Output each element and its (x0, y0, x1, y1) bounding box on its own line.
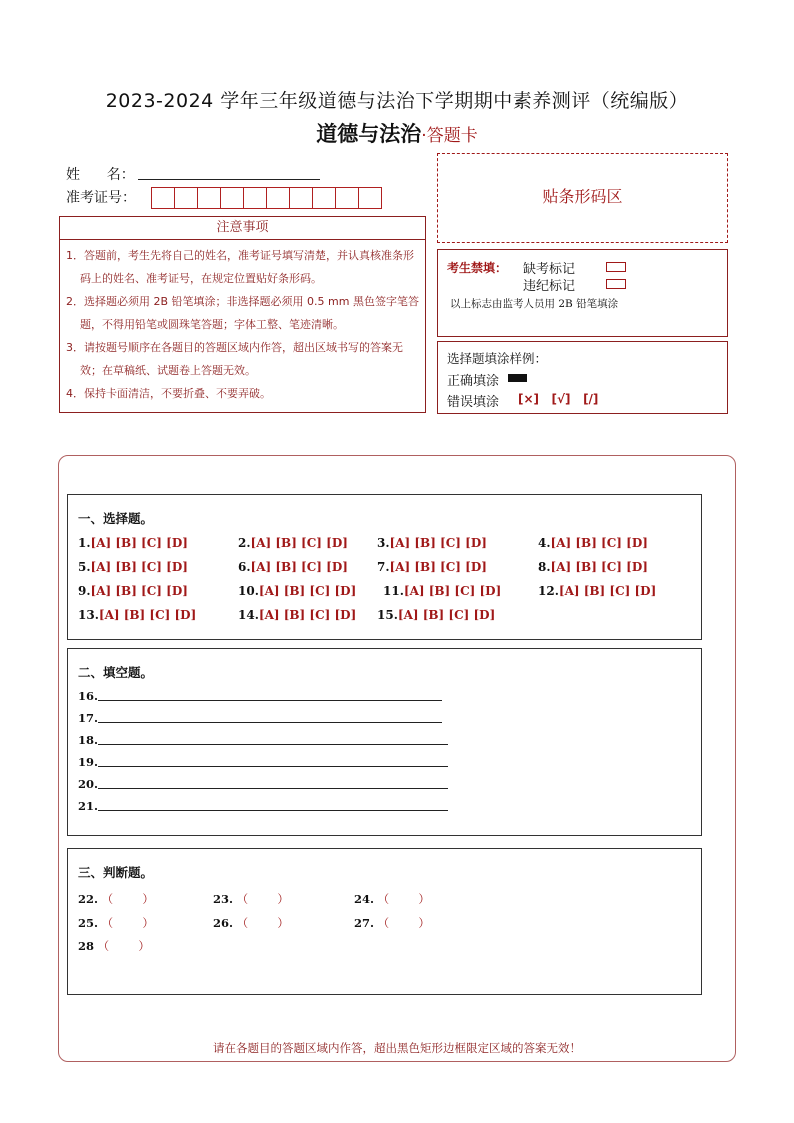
answer-parentheses[interactable]: （ ） (94, 939, 150, 953)
answer-options[interactable]: [A] [B] [C] [D] (550, 536, 648, 550)
proctor-marks-box (437, 249, 728, 337)
question-number: 23. (213, 892, 234, 906)
notice-item: 3．请按题号顺序在各题目的答题区域内作答，超出区域书写的答案无效；在草稿纸、试题卷上答题无效。 (66, 341, 403, 377)
answer-options[interactable]: [A] [B] [C] [D] (258, 584, 357, 598)
answer-line[interactable] (98, 744, 448, 745)
choice-question-5[interactable] (78, 560, 188, 574)
question-number: 1. (78, 536, 91, 550)
subject-title (0, 118, 794, 148)
notice-item: 2．选择题必须用 2B 铅笔填涂；非选择题必须用 0.5 mm 黑色签字笔答题，不得用铅笔或圆珠笔答题；字体工整、笔迹清晰。 (66, 295, 419, 331)
judgment-question-24 (354, 891, 430, 907)
question-number: 24. (354, 892, 375, 906)
violation-mark-label: 违纪标记 (523, 279, 576, 294)
question-number: 7. (377, 560, 390, 574)
blank-question-19 (78, 755, 448, 769)
question-number: 28 (78, 939, 95, 953)
proctor-only-label: 考生禁填： (447, 261, 508, 275)
notice-item: 1．答题前，考生先将自己的姓名，准考证号填写清楚，并认真核准条形码上的姓名、准考证号，在规定位置贴好条形码。 (66, 249, 414, 285)
absent-mark-label: 缺考标记 (523, 262, 576, 277)
multiple-choice-section (67, 494, 702, 640)
answer-options[interactable]: [A] [B] [C] [D] (558, 584, 657, 598)
correct-fill-sample (508, 374, 527, 382)
section-title: 一、选择题。 (78, 511, 154, 526)
choice-question-6[interactable] (238, 560, 348, 574)
section-title: 三、判断题。 (78, 865, 154, 880)
blank-question-17 (78, 711, 442, 725)
answer-parentheses[interactable]: （ ） (98, 892, 154, 906)
choice-question-10[interactable] (238, 584, 356, 598)
question-number: 18. (78, 733, 99, 747)
question-number: 8. (538, 560, 551, 574)
notice-heading: 注意事项 (60, 217, 425, 240)
answer-options[interactable]: [A] [B] [C] [D] (250, 536, 348, 550)
section-title: 二、填空题。 (78, 665, 154, 680)
blank-question-20 (78, 777, 448, 791)
question-number: 6. (238, 560, 251, 574)
exam-id-boxes[interactable] (151, 187, 381, 209)
name-label: 姓 名： (66, 167, 135, 183)
answer-sheet-label: ·答题卡 (421, 126, 478, 146)
exam-id-digit-box[interactable] (266, 187, 290, 209)
answer-options[interactable]: [A] [B] [C] [D] (90, 536, 188, 550)
judgment-question-25 (78, 915, 154, 931)
exam-id-digit-box[interactable] (174, 187, 198, 209)
answer-parentheses[interactable]: （ ） (374, 916, 430, 930)
notice-item: 4．保持卡面清洁，不要折叠、不要弄破。 (66, 387, 271, 400)
answer-line[interactable] (98, 722, 442, 723)
choice-question-4[interactable] (538, 536, 648, 550)
question-number: 22. (78, 892, 99, 906)
question-number: 27. (354, 916, 375, 930)
answer-parentheses[interactable]: （ ） (233, 892, 289, 906)
judgment-question-28 (78, 938, 150, 954)
question-number: 21. (78, 799, 99, 813)
choice-question-2[interactable] (238, 536, 348, 550)
sample-heading: 选择题填涂样例： (447, 351, 548, 366)
answer-options[interactable]: [A] [B] [C] [D] (389, 560, 487, 574)
answer-options[interactable]: [A] [B] [C] [D] (389, 536, 487, 550)
question-number: 4. (538, 536, 551, 550)
question-number: 17. (78, 711, 99, 725)
choice-question-7[interactable] (377, 560, 487, 574)
exam-id-digit-box[interactable] (289, 187, 313, 209)
question-number: 26. (213, 916, 234, 930)
choice-question-13[interactable] (78, 608, 196, 622)
exam-id-digit-box[interactable] (335, 187, 359, 209)
question-number: 15. (377, 608, 398, 622)
fill-blank-section (67, 648, 702, 836)
notice-box (59, 216, 426, 413)
blank-question-16 (78, 689, 442, 703)
exam-id-digit-box[interactable] (197, 187, 221, 209)
choice-question-8[interactable] (538, 560, 648, 574)
true-false-section (67, 848, 702, 995)
choice-question-12[interactable] (538, 584, 656, 598)
exam-id-digit-box[interactable] (151, 187, 175, 209)
answer-options[interactable]: [A] [B] [C] [D] (397, 608, 496, 622)
exam-id-digit-box[interactable] (312, 187, 336, 209)
wrong-fill-samples: [×] [√] [/] (518, 392, 599, 406)
question-number: 11. (383, 584, 404, 598)
name-field[interactable] (138, 178, 320, 180)
answer-parentheses[interactable]: （ ） (374, 892, 430, 906)
answer-parentheses[interactable]: （ ） (233, 916, 289, 930)
answer-options[interactable]: [A] [B] [C] [D] (90, 584, 188, 598)
proctor-note: 以上标志由监考人员用 2B 铅笔填涂 (450, 298, 619, 310)
answer-options[interactable]: [A] [B] [C] [D] (250, 560, 348, 574)
answer-options[interactable]: [A] [B] [C] [D] (90, 560, 188, 574)
choice-question-11[interactable] (383, 584, 501, 598)
exam-id-digit-box[interactable] (358, 187, 382, 209)
choice-question-3[interactable] (377, 536, 487, 550)
footer-warning: 请在各题目的答题区域内作答，超出黑色矩形边框限定区域的答案无效！ (213, 1041, 581, 1055)
question-number: 5. (78, 560, 91, 574)
choice-question-15[interactable] (377, 608, 495, 622)
fill-sample-box (437, 341, 728, 414)
choice-question-9[interactable] (78, 584, 188, 598)
wrong-fill-label: 错误填涂 (447, 395, 500, 410)
answer-options[interactable]: [A] [B] [C] [D] (98, 608, 197, 622)
answer-line[interactable] (98, 700, 442, 701)
answer-options[interactable]: [A] [B] [C] [D] (550, 560, 648, 574)
question-number: 2. (238, 536, 251, 550)
answer-line[interactable] (98, 810, 448, 811)
question-number: 3. (377, 536, 390, 550)
question-number: 25. (78, 916, 99, 930)
choice-question-1[interactable] (78, 536, 188, 550)
subject-name: 道德与法治 (316, 122, 422, 146)
answer-options[interactable]: [A] [B] [C] [D] (258, 608, 357, 622)
question-number: 12. (538, 584, 559, 598)
judgment-question-27 (354, 915, 430, 931)
judgment-question-23 (213, 891, 289, 907)
exam-id-digit-box[interactable] (220, 187, 244, 209)
question-number: 10. (238, 584, 259, 598)
page-title: 2023-2024 学年三年级道德与法治下学期期中素养测评（统编版） (105, 90, 689, 112)
judgment-question-26 (213, 915, 289, 931)
answer-line[interactable] (98, 766, 448, 767)
absent-mark-box[interactable] (606, 262, 626, 272)
blank-question-21 (78, 799, 448, 813)
question-number: 13. (78, 608, 99, 622)
correct-fill-label: 正确填涂 (447, 374, 500, 389)
exam-id-label: 准考证号： (66, 190, 136, 206)
judgment-question-22 (78, 891, 154, 907)
question-number: 16. (78, 689, 99, 703)
choice-question-14[interactable] (238, 608, 356, 622)
question-number: 20. (78, 777, 99, 791)
exam-id-digit-box[interactable] (243, 187, 267, 209)
answer-line[interactable] (98, 788, 448, 789)
violation-mark-box[interactable] (606, 279, 626, 289)
question-number: 19. (78, 755, 99, 769)
question-number: 14. (238, 608, 259, 622)
blank-question-18 (78, 733, 448, 747)
question-number: 9. (78, 584, 91, 598)
answer-options[interactable]: [A] [B] [C] [D] (403, 584, 502, 598)
barcode-area: 贴条形码区 (437, 153, 728, 243)
answer-parentheses[interactable]: （ ） (98, 916, 154, 930)
